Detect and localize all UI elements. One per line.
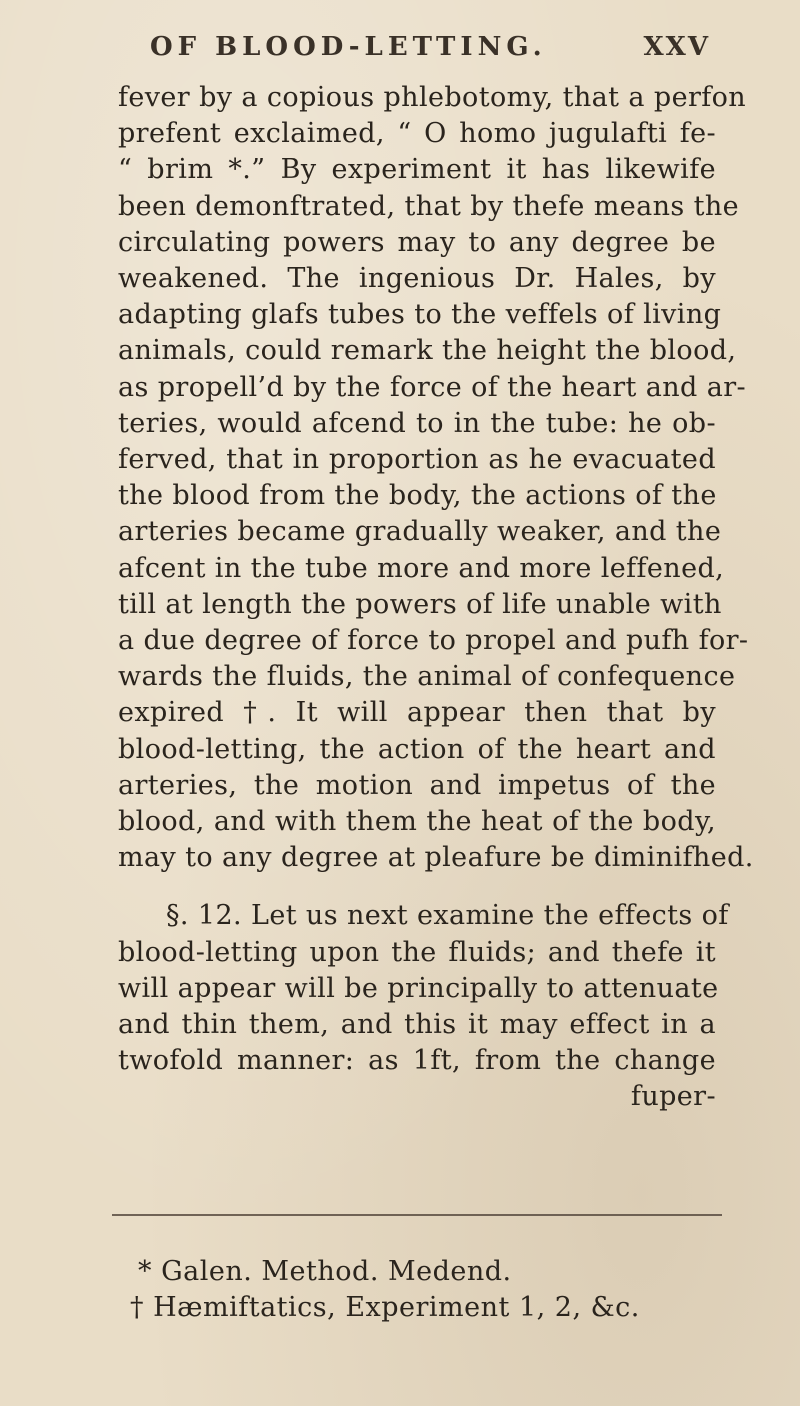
paragraph-gap bbox=[118, 876, 716, 898]
text-line: weakened. The ingenious Dr. Hales, by bbox=[118, 263, 716, 295]
text-line: may to any degree at pleafure be diminifhed. bbox=[118, 842, 754, 874]
text-line: blood, and with them the heat of the body, bbox=[118, 806, 716, 838]
text-line: a due degree of force to propel and pufh for- bbox=[118, 625, 749, 657]
text-line: will appear will be principally to attenuate bbox=[118, 972, 719, 1004]
text-line: ferved, that in proportion as he evacuated bbox=[118, 444, 716, 476]
text-line: twofold manner: as 1ft, from the change bbox=[118, 1045, 716, 1077]
running-head-title: OF BLOOD-LETTING. bbox=[150, 32, 547, 62]
text-line: as propell’d by the force of the heart and ar- bbox=[118, 371, 747, 403]
text-line: “ brim *.” By experiment it has likewife bbox=[118, 154, 716, 186]
text-line: animals, could remark the height the blood, bbox=[118, 335, 737, 367]
running-head bbox=[150, 32, 710, 62]
text-line: and thin them, and this it may effect in a bbox=[118, 1009, 716, 1041]
text-line: §. 12. Let us next examine the effects of bbox=[166, 900, 729, 932]
text-line: the blood from the body, the actions of the bbox=[118, 480, 717, 512]
text-line: expired †. It will appear then that by bbox=[118, 697, 716, 729]
text-line: arteries, the motion and impetus of the bbox=[118, 769, 716, 801]
text-line: adapting glafs tubes to the veffels of living bbox=[118, 299, 722, 331]
catchword: fuper- bbox=[630, 1081, 716, 1113]
text-line: prefent exclaimed, “ O homo jugulafti fe- bbox=[118, 118, 716, 150]
text-line: wards the fluids, the animal of confequence bbox=[118, 661, 736, 693]
text-line: blood-letting, the action of the heart and bbox=[118, 733, 716, 765]
page-number: XXV bbox=[643, 32, 710, 62]
text-line: blood-letting upon the fluids; and thefe it bbox=[118, 936, 716, 968]
text-line: arteries became gradually weaker, and the bbox=[118, 516, 722, 548]
body-text bbox=[118, 80, 754, 1116]
footnote-galen: * Galen. Method. Medend. bbox=[138, 1256, 512, 1287]
footnotes bbox=[130, 1254, 710, 1326]
text-line: teries, would afcend to in the tube: he ob- bbox=[118, 407, 716, 439]
paragraph-2 bbox=[118, 898, 729, 1115]
text-line: circulating powers may to any degree be bbox=[118, 226, 716, 258]
text-line: fever by a copious phlebotomy, that a perfon bbox=[118, 82, 747, 113]
footnote-rule bbox=[112, 1214, 722, 1216]
text-line: been demonftrated, that by thefe means the bbox=[118, 190, 740, 222]
text-line: till at length the powers of life unable with bbox=[118, 588, 722, 620]
paragraph-1 bbox=[118, 80, 754, 876]
text-line: afcent in the tube more and more leffened, bbox=[118, 552, 725, 584]
footnote-hales: † Hæmiftatics, Experiment 1, 2, &c. bbox=[130, 1292, 640, 1323]
